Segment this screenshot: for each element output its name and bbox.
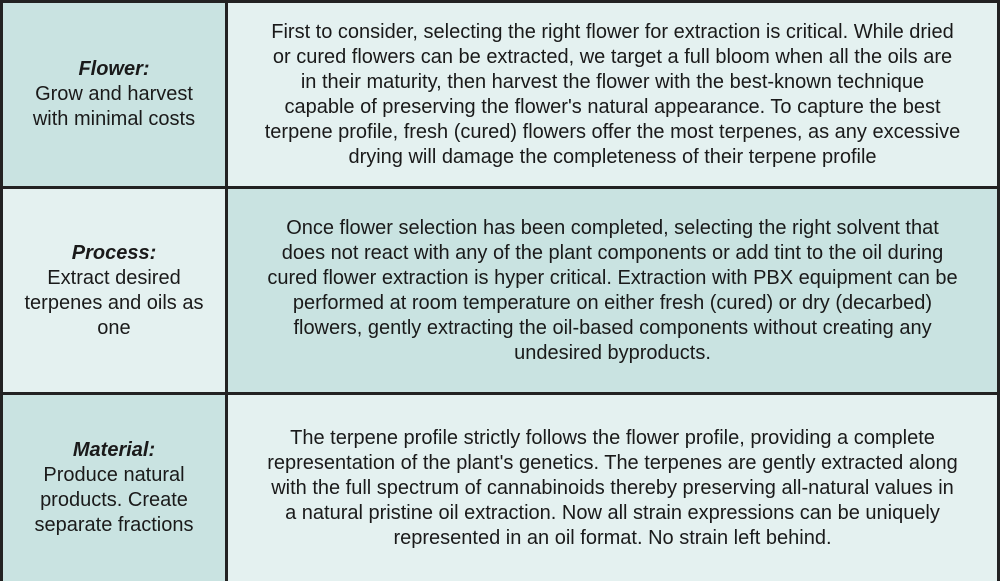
table-row-flower [3, 3, 997, 186]
row-header-cell [3, 3, 225, 186]
row-header-cell [3, 189, 225, 392]
table-row-process [3, 189, 997, 392]
row-header-cell [3, 395, 225, 581]
row-description: First to consider, selecting the right flower for extraction is critical. While dried or cured flowers can be extracted, we target a full bloom when all the oils are in their maturity, then harvest the flower with the best-known technique capable of preserving the flower's natural appearance. To capture the best terpene profile, fresh (cured) flowers offer the most terpenes, as any excessive drying will damage the completeness of their terpene profile [264, 20, 961, 168]
row-title: Material: [72, 439, 156, 461]
row-subtitle: Extract desired terpenes and oils as one [24, 266, 204, 339]
row-description: The terpene profile strictly follows the flower profile, providing a complete representation of the plant's genetics. The terpenes are gently extracted along with the full spectrum of cannabinoids thereby preserving all-natural values in a natural pristine oil extraction. Now all strain expressions can be uniquely represented in an oil format. No strain left behind. [267, 426, 958, 549]
table-row-material [3, 395, 997, 581]
row-subtitle: Produce natural products. Create separate fractions [34, 464, 194, 536]
row-description: Once flower selection has been completed, selecting the right solvent that does not react with any of the plant components or add tint to the oil during cured flower extraction is hyper critical. Extraction with PBX equipment can be performed at room temperature on either fresh (cured) or dry (decarbed) flowers, gently extracting the oil-based components without creating any undesired byproducts. [267, 216, 958, 364]
row-title: Process: [71, 241, 157, 264]
row-subtitle: Grow and harvest with minimal costs [32, 83, 196, 130]
row-description-cell [228, 189, 997, 392]
row-description-cell [228, 3, 997, 186]
row-title: Flower: [78, 58, 150, 80]
row-description-cell [228, 395, 997, 581]
